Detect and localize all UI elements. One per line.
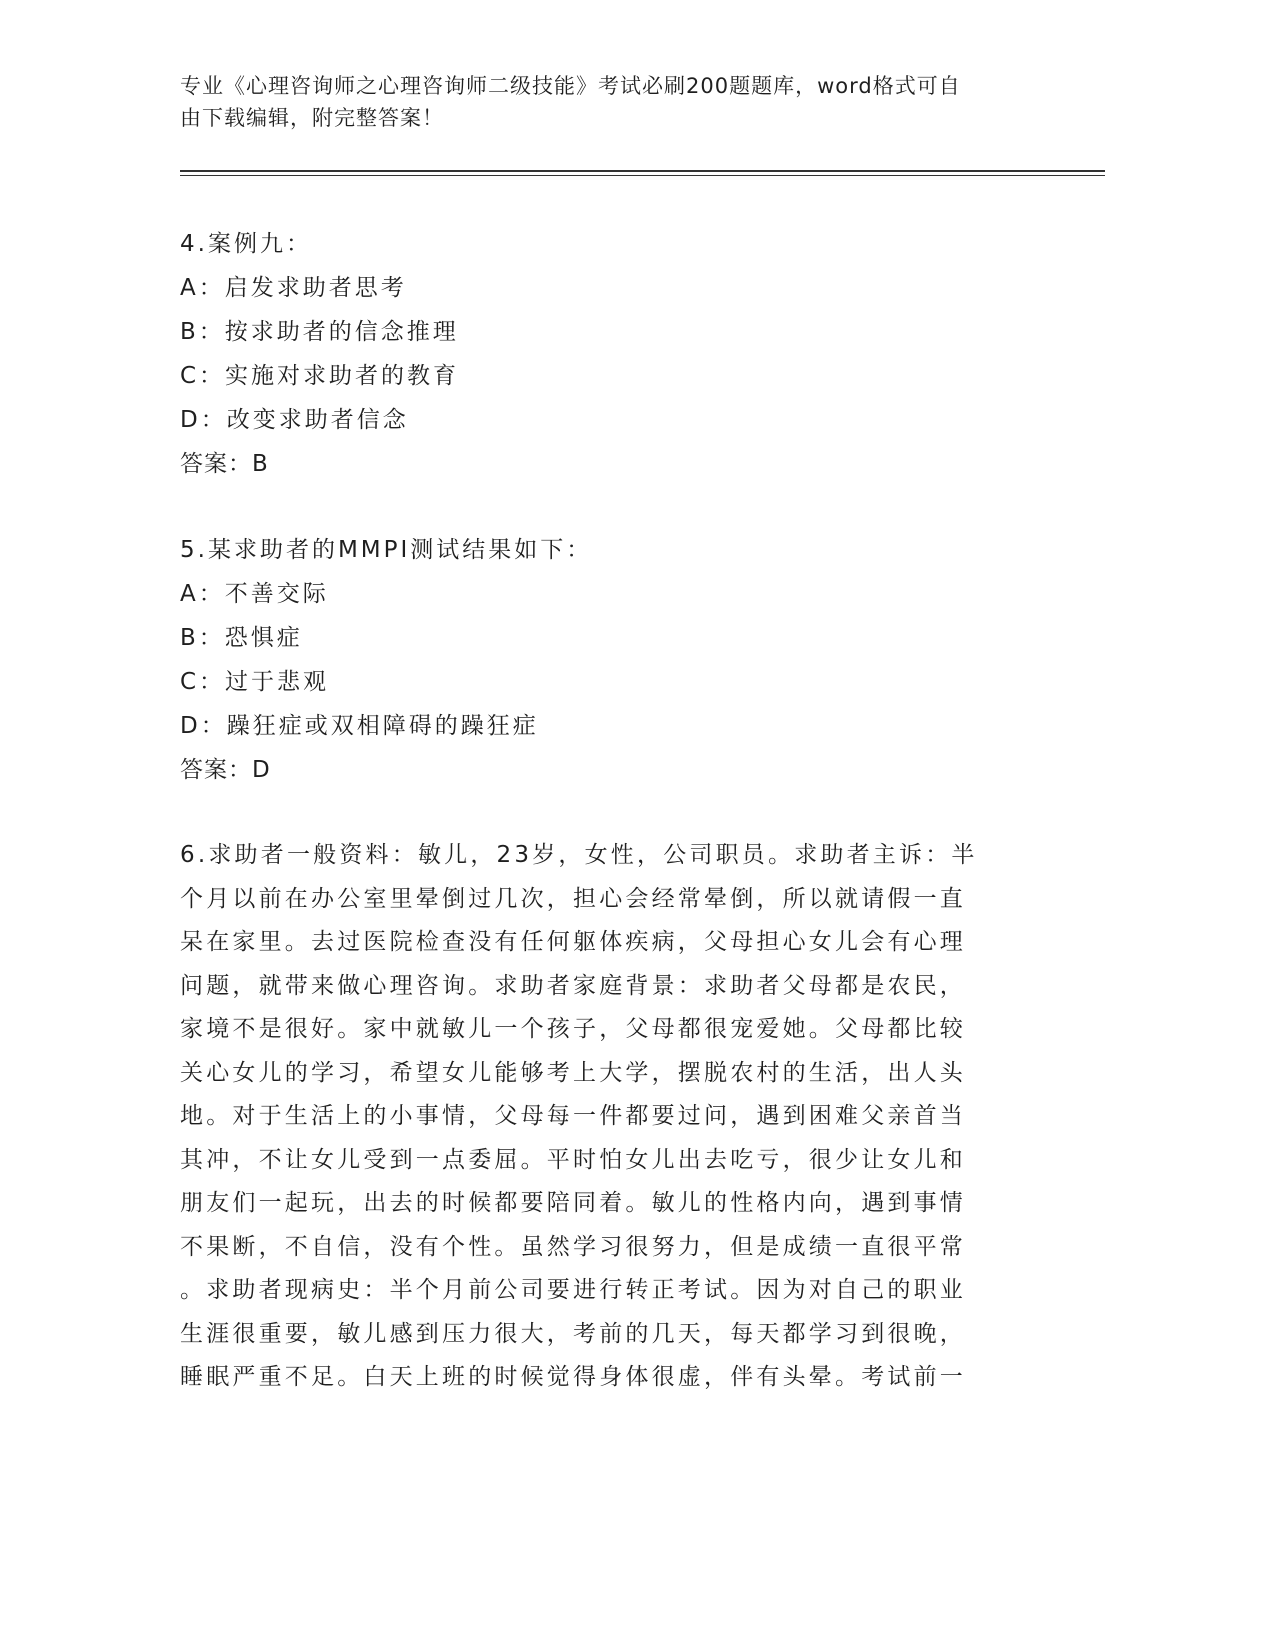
- option-a: A：不善交际: [180, 581, 329, 607]
- question-stem: 5.某求助者的MMPI测试结果如下：: [180, 537, 593, 563]
- option-c: C：过于悲观: [180, 669, 330, 695]
- document-header: [180, 70, 1020, 134]
- option-c: C：实施对求助者的教育: [180, 363, 460, 389]
- header-line-1: 专业《心理咨询师之心理咨询师二级技能》考试必刷200题题库，word格式可自: [180, 74, 961, 98]
- header-divider-thick: [180, 170, 1105, 172]
- question-6-text: 6.求助者一般资料：敏儿，23岁，女性，公司职员。求助者主诉：半 个月以前在办公室里晕倒过几次，担心会经常晕倒，所以就请假一直 呆在家里。去过医院检查没有任何躯体疾病，父母担心女儿会有心理 问题，就带来做心理咨询。求助者家庭背景：求助者父母都是农民， 家境不是很好。家中就敏儿一个孩子，父母都很宠爱她。父母都比较 关心女儿的学习，希望女儿能够考上大学，摆脱农村的生活，出人头 地。对于生活上的小事情，父母每一件都要过问，遇到困难父亲首当 其冲，不让女儿受到一点委屈。平时怕女儿出去吃亏，很少让女儿和 朋友们一起玩，出去的时候都要陪同着。敏儿的性格内向，遇到事情 不果断，不自信，没有个性。虽然学习很努力，但是成绩一直很平常 。求助者现病史：半个月前公司要进行转正考试。因为对自己的职业 生涯很重要，敏儿感到压力很大，考前的几天，每天都学习到很晚， 睡眠严重不足。白天上班的时候觉得身体很虚，伴有头晕。考试前一: [180, 842, 978, 1390]
- option-b: B：按求助者的信念推理: [180, 319, 459, 345]
- answer-line: 答案：D: [180, 757, 271, 783]
- option-d: D：改变求助者信念: [180, 407, 409, 433]
- answer-line: 答案：B: [180, 451, 269, 477]
- header-divider-thin: [180, 175, 1105, 176]
- header-line-2: 由下载编辑，附完整答案！: [180, 106, 444, 130]
- option-d: D：躁狂症或双相障碍的躁狂症: [180, 713, 539, 739]
- question-5: [180, 528, 1030, 792]
- question-6: [180, 834, 1030, 1400]
- option-a: A：启发求助者思考: [180, 275, 407, 301]
- question-4: [180, 222, 1030, 486]
- option-b: B：恐惧症: [180, 625, 303, 651]
- question-stem: 4.案例九：: [180, 231, 312, 257]
